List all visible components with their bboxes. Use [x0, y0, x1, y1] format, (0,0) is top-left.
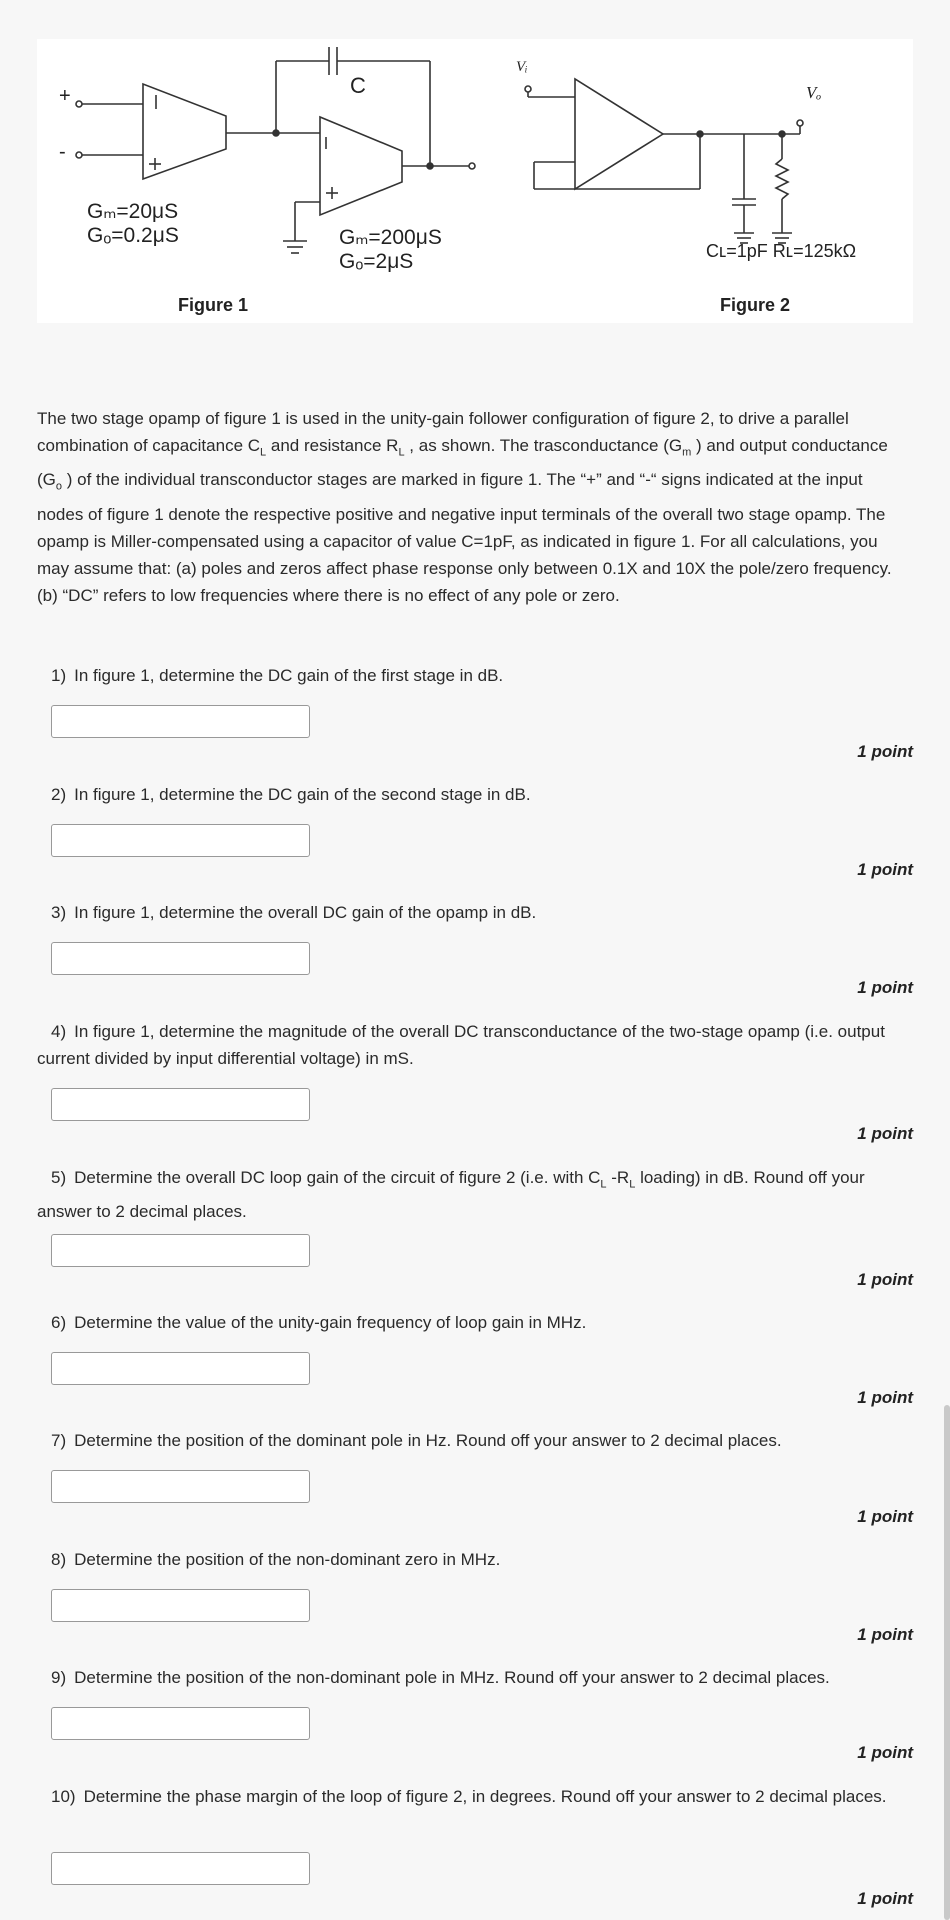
points-label: 1 point	[857, 1507, 913, 1526]
intro-sub: L	[260, 446, 267, 459]
fig1-minus-terminal	[76, 152, 82, 158]
intro-text: , as shown. The trasconductance (G	[404, 436, 683, 455]
question-text: Determine the position of the non-dominant zero in MHz.	[74, 1550, 501, 1569]
answer-input-4[interactable]	[51, 1088, 310, 1121]
points-label: 1 point	[857, 1889, 913, 1908]
question-text: loading) in dB. Round off your answer to 2 decimal places.	[37, 1168, 865, 1222]
question-text: Determine the position of the dominant pole in Hz. Round off your answer to 2 decimal places.	[74, 1431, 782, 1450]
question-number: 9)	[51, 1668, 67, 1687]
fig2-load-label: Cʟ=1pF Rʟ=125kΩ	[706, 241, 857, 261]
fig2-vi-terminal	[525, 86, 531, 92]
problem-statement	[37, 405, 913, 609]
fig1-stage1-gm: Gₘ=20μS	[87, 200, 179, 223]
question-text: In figure 1, determine the DC gain of the second stage in dB.	[74, 785, 531, 804]
fig1-stage1-go: Gₒ=0.2μS	[87, 224, 179, 247]
answer-input-7[interactable]	[51, 1470, 310, 1503]
question-sub: L	[629, 1178, 636, 1191]
intro-text: and resistance R	[266, 436, 399, 455]
answer-input-6[interactable]	[51, 1352, 310, 1385]
question-6	[37, 1309, 913, 1336]
question-number: 6)	[51, 1313, 67, 1332]
points-label: 1 point	[857, 742, 913, 761]
answer-input-2[interactable]	[51, 824, 310, 857]
fig1-plus-terminal	[76, 101, 82, 107]
answer-input-8[interactable]	[51, 1589, 310, 1622]
question-8	[37, 1546, 913, 1573]
fig1-minus-label: -	[59, 141, 66, 163]
question-number: 4)	[51, 1022, 67, 1041]
fig2-opamp	[575, 79, 663, 189]
intro-sub: o	[55, 480, 63, 493]
circuit-figures	[37, 39, 913, 323]
fig1-cap-label: C	[350, 73, 366, 98]
fig2-vi-label: Vᵢ	[516, 59, 528, 75]
question-text: Determine the position of the non-dominant pole in MHz. Round off your answer to 2 decimal places.	[74, 1668, 830, 1687]
intro-sub: m	[682, 446, 692, 459]
question-7	[37, 1427, 913, 1454]
question-10	[37, 1783, 913, 1810]
points-label: 1 point	[857, 1625, 913, 1644]
points-label: 1 point	[857, 1124, 913, 1143]
answer-input-9[interactable]	[51, 1707, 310, 1740]
fig2-caption: Figure 2	[720, 295, 791, 315]
answer-input-1[interactable]	[51, 705, 310, 738]
question-number: 8)	[51, 1550, 67, 1569]
fig2-vo-label: Vₒ	[806, 83, 822, 102]
answer-input-10[interactable]	[51, 1852, 310, 1885]
question-text: Determine the phase margin of the loop of figure 2, in degrees. Round off your answer to 2 decimal places.	[83, 1787, 887, 1806]
points-label: 1 point	[857, 978, 913, 997]
fig1-stage2-gm: Gₘ=200μS	[339, 226, 442, 249]
question-text: Determine the overall DC loop gain of the circuit of figure 2 (i.e. with C	[74, 1168, 601, 1187]
rl-resistor	[776, 159, 788, 199]
question-text: In figure 1, determine the overall DC gain of the opamp in dB.	[74, 903, 537, 922]
question-text: -R	[606, 1168, 630, 1187]
intro-sub: L	[398, 446, 405, 459]
points-label: 1 point	[857, 1388, 913, 1407]
fig1-output-terminal	[469, 163, 475, 169]
question-number: 2)	[51, 785, 67, 804]
question-2	[37, 781, 913, 808]
intro-text: ) of the individual transconductor stages are marked in figure 1. The “+” and “-“ signs indicated at the input nodes of figure 1 denote the respective positive and negative input terminals of the overall two stage opamp. The opamp is Miller-compensated using a capacitor of value C=1pF, as indicated in figure 1. For all calculations, you may assume that: (a) poles and zeros affect phase response only between 0.1X and 10X the pole/zero frequency. (b) “DC” refers to low frequencies where there is no effect of any pole or zero.	[37, 470, 892, 605]
question-number: 1)	[51, 666, 67, 685]
fig2-vo-terminal	[797, 120, 803, 126]
question-number: 7)	[51, 1431, 67, 1450]
fig1-plus-label: +	[59, 85, 71, 107]
question-number: 3)	[51, 903, 67, 922]
fig1-stage2-go: Gₒ=2μS	[339, 250, 414, 273]
question-4	[37, 1018, 913, 1072]
answer-input-5[interactable]	[51, 1234, 310, 1267]
fig1-caption: Figure 1	[178, 295, 249, 315]
points-label: 1 point	[857, 860, 913, 879]
question-3	[37, 899, 913, 926]
fig1-stage2-amp	[320, 117, 402, 215]
intro-text: The two stage opamp of figure 1 is used in the unity-gain follower configuration of figure 2, to drive a parallel combination of capacitance C	[37, 409, 849, 455]
question-number: 5)	[51, 1168, 67, 1187]
question-number: 10)	[51, 1787, 76, 1806]
question-5	[37, 1164, 913, 1225]
answer-input-3[interactable]	[51, 942, 310, 975]
question-text: In figure 1, determine the DC gain of the first stage in dB.	[74, 666, 504, 685]
intro-text: ) and output conductance (G	[37, 436, 888, 490]
question-1	[37, 662, 913, 689]
question-9	[37, 1664, 913, 1691]
points-label: 1 point	[857, 1270, 913, 1289]
fig1-stage1-plus-label	[147, 152, 151, 169]
question-sub: L	[600, 1178, 607, 1191]
scrollbar[interactable]	[944, 1405, 950, 1920]
circuit-diagram	[37, 39, 913, 323]
question-text: In figure 1, determine the magnitude of the overall DC transconductance of the two-stage opamp (i.e. output current divided by input differential voltage) in mS.	[37, 1022, 885, 1068]
question-text: Determine the value of the unity-gain frequency of loop gain in MHz.	[74, 1313, 587, 1332]
points-label: 1 point	[857, 1743, 913, 1762]
